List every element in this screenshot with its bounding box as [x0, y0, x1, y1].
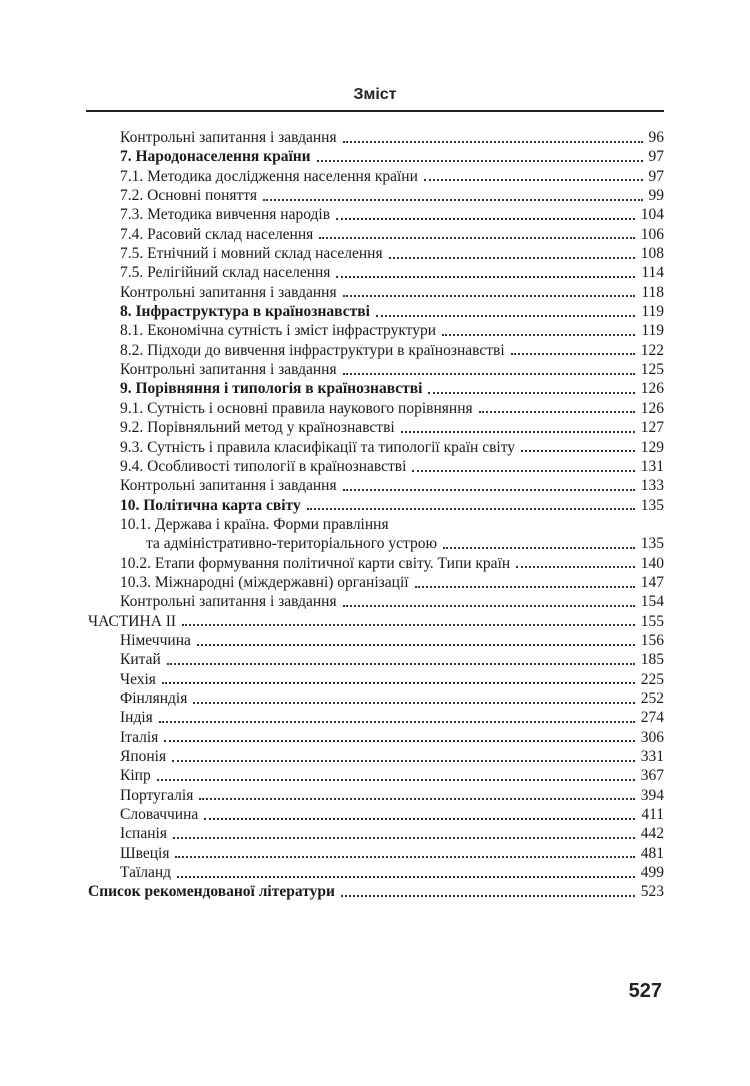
toc-dot-leader [159, 721, 635, 723]
toc-dot-leader [193, 702, 634, 704]
toc-entry [88, 418, 664, 437]
toc-dot-leader [376, 315, 635, 317]
toc-dot-leader [167, 663, 635, 665]
toc-entry-page: 119 [641, 303, 664, 321]
toc-entry [88, 167, 664, 186]
toc-entry [88, 554, 664, 573]
toc-entry [88, 147, 664, 166]
toc-dot-leader [412, 470, 634, 472]
toc-entry-page: 523 [640, 883, 664, 901]
toc-entry-title: Словаччина [120, 806, 199, 824]
toc-entry-page: 135 [640, 535, 664, 553]
toc-entry-page: 125 [640, 361, 664, 379]
toc-entry [88, 747, 664, 766]
toc-dot-leader [341, 895, 635, 897]
toc-entry-title: 9. Порівняння і типологія в країнознавстві [120, 380, 423, 398]
toc-dot-leader [516, 566, 635, 568]
toc-entry-title: 9.1. Сутність і основні правила наукового порівняння [120, 399, 473, 417]
toc-entry-title: Кіпр [120, 767, 151, 785]
toc-dot-leader [197, 644, 635, 646]
toc-entry-page: 411 [641, 806, 664, 824]
toc-dot-leader [307, 508, 635, 510]
header-divider [86, 110, 664, 112]
toc-entry-title: 9.2. Порівняльний метод у країнознавстві [120, 419, 395, 437]
toc-dot-leader [389, 257, 635, 259]
toc-entry-title: 8. Інфраструктура в країнознавстві [120, 303, 370, 321]
toc-entry [88, 457, 664, 476]
page-header-title: Зміст [353, 86, 397, 103]
toc-entry [88, 476, 664, 495]
toc-entry [88, 824, 664, 843]
toc-entry [88, 205, 664, 224]
table-of-contents [88, 128, 664, 902]
toc-entry-title: Контрольні запитання і завдання [120, 593, 337, 611]
toc-entry [88, 399, 664, 418]
toc-entry-page: 225 [640, 670, 664, 688]
toc-entry-title: 8.2. Підходи до вивчення інфраструктури в країнознавстві [120, 341, 505, 359]
toc-entry-page: 481 [640, 844, 664, 862]
toc-entry [88, 612, 664, 631]
toc-entry [88, 766, 664, 785]
toc-entry-title: Японія [120, 748, 167, 765]
toc-entry-page: 274 [640, 709, 664, 727]
toc-dot-leader [443, 547, 635, 549]
toc-entry [88, 844, 664, 863]
toc-dot-leader [343, 373, 635, 375]
toc-dot-leader [319, 237, 634, 239]
toc-entry [88, 438, 664, 457]
toc-dot-leader [521, 450, 635, 452]
toc-entry-page: 118 [641, 283, 664, 301]
toc-entry [88, 670, 664, 689]
toc-entry [88, 128, 664, 147]
toc-entry-page: 131 [640, 457, 664, 475]
toc-dot-leader [428, 392, 634, 394]
toc-entry-title: 10.2. Етапи формування політичної карти світу. Типи країн [120, 554, 511, 572]
toc-dot-leader [343, 605, 635, 607]
toc-entry-title: Швеція [120, 844, 170, 862]
toc-entry [88, 321, 664, 340]
toc-entry-title: 7.3. Методика вивчення народів [120, 206, 331, 224]
toc-entry [88, 689, 664, 708]
toc-entry-page: 140 [640, 554, 664, 572]
toc-dot-leader [204, 818, 635, 820]
toc-entry-title: 7.5. Етнічний і мовний склад населення [120, 245, 383, 263]
toc-entry-title: Контрольні запитання і завдання [120, 361, 337, 379]
page-number: 527 [628, 980, 662, 1002]
toc-dot-leader [317, 160, 643, 162]
toc-entry-title: 9.4. Особливості типології в країнознавстві [120, 457, 407, 475]
toc-entry-page: 106 [640, 225, 664, 243]
toc-entry-page: 97 [648, 167, 664, 185]
toc-entry-title: та адміністративно-територіального устрою [146, 535, 438, 553]
toc-entry [88, 728, 664, 747]
toc-entry-page: 147 [640, 573, 664, 591]
toc-entry-page: 114 [641, 264, 664, 282]
toc-entry [88, 573, 664, 592]
toc-entry [88, 631, 664, 650]
toc-dot-leader [162, 682, 635, 684]
toc-entry [88, 244, 664, 263]
toc-entry [88, 534, 664, 553]
toc-entry-title: 9.3. Сутність і правила класифікації та типології країн світу [120, 438, 516, 456]
toc-dot-leader [343, 141, 643, 143]
toc-dot-leader [442, 334, 635, 336]
toc-entry [88, 341, 664, 360]
toc-entry-title: 7.1. Методика дослідження населення країни [120, 167, 418, 185]
toc-entry-page: 97 [648, 148, 664, 166]
toc-entry-title: Італія [120, 728, 159, 746]
toc-entry [88, 496, 664, 515]
toc-entry [88, 379, 664, 398]
toc-dot-leader [172, 760, 635, 762]
toc-dot-leader [336, 276, 635, 278]
toc-entry-title: Фінляндія [120, 689, 188, 707]
toc-dot-leader [157, 779, 635, 781]
toc-entry [88, 805, 664, 824]
toc-entry-page: 306 [640, 728, 664, 746]
toc-entry [88, 786, 664, 805]
toc-entry-title: 7.2. Основні поняття [120, 187, 257, 205]
toc-dot-leader [336, 218, 635, 220]
toc-entry [88, 360, 664, 379]
toc-entry-page: 133 [640, 477, 664, 495]
toc-entry-page: 127 [640, 419, 664, 437]
toc-entry-title: 7.5. Релігійний склад населення [120, 264, 331, 282]
toc-dot-leader [177, 876, 635, 878]
toc-dot-leader [173, 837, 635, 839]
toc-entry-title: Індія [120, 709, 153, 727]
toc-dot-leader [401, 431, 635, 433]
toc-entry-title: Таїланд [120, 864, 172, 882]
toc-entry-title: Німеччина [120, 631, 191, 649]
toc-entry-page: 252 [640, 689, 664, 707]
toc-entry-page: 99 [648, 187, 664, 205]
toc-entry-page: 104 [640, 206, 664, 224]
toc-dot-leader [175, 856, 634, 858]
toc-entry [88, 263, 664, 282]
toc-entry-page: 126 [640, 399, 664, 417]
toc-entry-page: 154 [640, 593, 664, 611]
toc-entry-page: 155 [640, 612, 664, 630]
toc-dot-leader [199, 798, 634, 800]
toc-entry [88, 515, 664, 534]
toc-entry [88, 186, 664, 205]
toc-dot-leader [424, 179, 643, 181]
toc-entry-page: 96 [648, 129, 664, 146]
toc-entry-page: 442 [640, 825, 664, 843]
toc-entry-page: 126 [640, 380, 664, 398]
toc-entry [88, 650, 664, 669]
toc-entry-title: Контрольні запитання і завдання [120, 477, 337, 495]
toc-entry-title: 8.1. Економічна сутність і зміст інфраструктури [120, 322, 437, 340]
toc-dot-leader [182, 624, 635, 626]
toc-entry-page: 156 [640, 631, 664, 649]
toc-dot-leader [511, 353, 635, 355]
toc-entry-page: 129 [640, 438, 664, 456]
toc-entry-page: 108 [640, 245, 664, 263]
toc-entry-title: Іспанія [120, 825, 167, 843]
toc-entry [88, 283, 664, 302]
toc-entry-title: Китай [120, 651, 161, 669]
toc-entry-title: 10.1. Держава і країна. Форми правління [120, 515, 389, 533]
toc-entry [88, 302, 664, 321]
toc-entry-page: 499 [640, 864, 664, 882]
toc-entry-page: 394 [640, 786, 664, 804]
toc-entry-title: 7.4. Расовий склад населення [120, 225, 314, 243]
toc-entry-title: ЧАСТИНА II [88, 612, 177, 630]
toc-entry-page: 122 [640, 341, 664, 359]
toc-entry-title: 10.3. Міжнародні (міждержавні) організації [120, 573, 409, 591]
toc-entry-page: 185 [640, 651, 664, 669]
toc-entry-title: Контрольні запитання і завдання [120, 129, 337, 146]
toc-entry-title: Португалія [120, 786, 194, 804]
toc-entry-title: Контрольні запитання і завдання [120, 283, 337, 301]
toc-dot-leader [415, 586, 635, 588]
toc-entry-page: 367 [640, 767, 664, 785]
toc-dot-leader [479, 411, 635, 413]
toc-dot-leader [164, 740, 634, 742]
toc-entry-page: 119 [641, 322, 664, 340]
toc-entry [88, 225, 664, 244]
toc-entry-title: Список рекомендованої літератури [88, 883, 335, 901]
toc-dot-leader [343, 489, 635, 491]
toc-dot-leader [343, 295, 636, 297]
toc-entry [88, 592, 664, 611]
toc-entry [88, 863, 664, 882]
toc-entry [88, 708, 664, 727]
toc-dot-leader [263, 199, 643, 201]
toc-entry-title: Чехія [120, 670, 156, 688]
toc-entry-page: 135 [640, 496, 664, 514]
toc-entry [88, 882, 664, 901]
toc-entry-title: 7. Народонаселення країни [120, 148, 311, 166]
toc-entry-title: 10. Політична карта світу [120, 496, 301, 514]
toc-entry-page: 331 [640, 748, 664, 765]
